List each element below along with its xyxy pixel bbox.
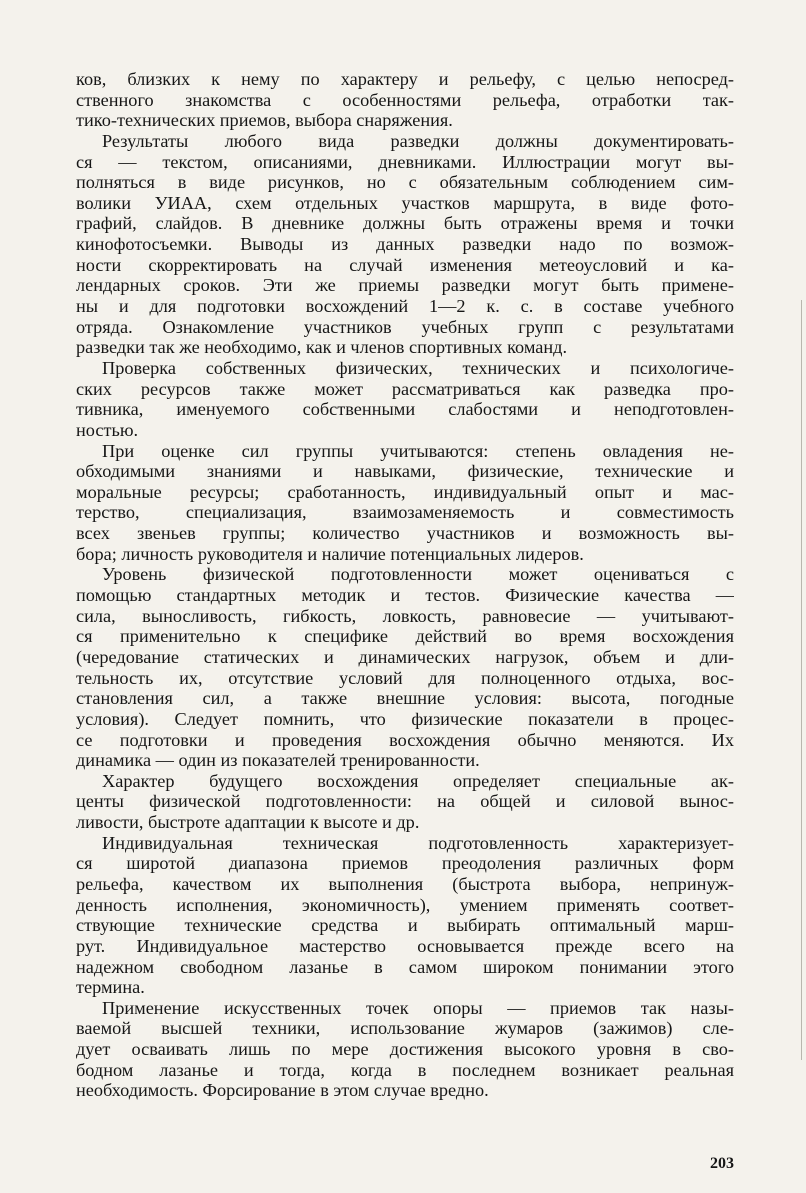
text-line: ности скорректировать на случай изменения метеоусловий и ка- (76, 254, 734, 275)
text-line: бора; личность руководителя и наличие потенциальных лидеров. (76, 543, 584, 564)
text-line: ливости, быстроте адаптации к высоте и др. (76, 812, 420, 833)
text-line: бодном лазанье и тогда, когда в последнем возникает реальная (76, 1059, 734, 1080)
text-line: денность исполнения, экономичность), умением применять соответ- (76, 894, 734, 915)
body-text (76, 69, 734, 1101)
text-line: Результаты любого вида разведки должны документировать- (102, 130, 734, 151)
text-line: волики УИАА, схем отдельных участков маршрута, в виде фото- (76, 192, 734, 213)
text-line: ваемой высшей техники, использование жумаров (зажимов) сле- (76, 1018, 734, 1039)
paragraph (76, 771, 734, 833)
text-line: полняться в виде рисунков, но с обязательным соблюдением сим- (76, 172, 734, 193)
text-line: разведки так же необходимо, как и членов спортивных команд. (76, 337, 568, 358)
text-line: необходимость. Форсирование в этом случае вредно. (76, 1080, 489, 1101)
text-line: Уровень физической подготовленности может оцениваться с (102, 564, 734, 585)
text-line: се подготовки и проведения восхождения обычно меняются. Их (76, 729, 734, 750)
text-line: сила, выносливость, гибкость, ловкость, равновесие — учитывают- (76, 605, 734, 626)
paragraph (76, 69, 734, 131)
text-line: становления сил, а также внешние условия: высота, погодные (76, 688, 734, 709)
text-line: ственного знакомства с особенностями рельефа, отработки так- (76, 89, 734, 110)
text-line: кинофотосъемки. Выводы из данных разведки надо по возмож- (76, 234, 734, 255)
page-edge-shadow (801, 300, 802, 1060)
text-line: ся широтой диапазона приемов преодоления различных форм (76, 853, 734, 874)
text-line: рельефа, качеством их выполнения (быстрота выбора, непринуж- (76, 873, 734, 894)
text-line: терство, специализация, взаимозаменяемость и совместимость (76, 502, 734, 523)
text-line: центы физической подготовленности: на общей и силовой вынос- (76, 791, 734, 812)
paragraph (76, 358, 734, 441)
page-number: 203 (710, 1155, 734, 1172)
text-line: ков, близких к нему по характеру и рельефу, с целью непосред- (76, 69, 734, 89)
text-line: Характер будущего восхождения определяет специальные ак- (102, 770, 734, 791)
text-line: ствующие технические средства и выбирать оптимальный марш- (76, 915, 734, 936)
text-line: Проверка собственных физических, технических и психологиче- (102, 357, 734, 378)
text-line: ностью. (76, 419, 139, 440)
text-line: тивника, именуемого собственными слабостями и неподготовлен- (76, 399, 734, 420)
text-line: При оценке сил группы учитываются: степень овладения не- (102, 440, 734, 461)
text-line: обходимыми знаниями и навыками, физические, технические и (76, 461, 734, 482)
paragraph (76, 131, 734, 358)
text-line: динамика — один из показателей тренированности. (76, 750, 480, 771)
paragraph (76, 998, 734, 1101)
text-line: Индивидуальная техническая подготовленность характеризует- (102, 832, 734, 853)
text-line: условия). Следует помнить, что физические показатели в процес- (76, 708, 734, 729)
text-line: всех звеньев группы; количество участников и возможность вы- (76, 523, 734, 544)
text-line: Применение искусственных точек опоры — приемов так назы- (102, 997, 734, 1018)
text-line: ских ресурсов также может рассматриваться как разведка про- (76, 378, 734, 399)
text-line: тико-технических приемов, выбора снаряжения. (76, 110, 453, 131)
text-line: лендарных сроков. Эти же приемы разведки могут быть примене- (76, 275, 734, 296)
paragraph (76, 564, 734, 770)
text-line: (чередование статических и динамических нагрузок, объем и дли- (76, 646, 734, 667)
text-line: рут. Индивидуальное мастерство основывается прежде всего на (76, 935, 734, 956)
text-line: отряда. Ознакомление участников учебных групп с результатами (76, 316, 734, 337)
text-line: ся применительно к специфике действий во время восхождения (76, 626, 734, 647)
text-line: помощью стандартных методик и тестов. Физические качества — (76, 585, 734, 606)
text-line: термина. (76, 977, 145, 998)
paragraph (76, 833, 734, 998)
text-line: графий, слайдов. В дневнике должны быть отражены время и точки (76, 213, 734, 234)
text-line: ны и для подготовки восхождений 1—2 к. с. в составе учебного (76, 296, 734, 317)
text-line: надежном свободном лазанье в самом широком понимании этого (76, 956, 734, 977)
text-line: дует осваивать лишь по мере достижения высокого уровня в сво- (76, 1039, 734, 1060)
paragraph (76, 441, 734, 565)
text-line: ся — текстом, описаниями, дневниками. Иллюстрации могут вы- (76, 151, 734, 172)
text-line: тельность их, отсутствие условий для полноценного отдыха, вос- (76, 667, 734, 688)
text-line: моральные ресурсы; сработанность, индивидуальный опыт и мас- (76, 481, 734, 502)
